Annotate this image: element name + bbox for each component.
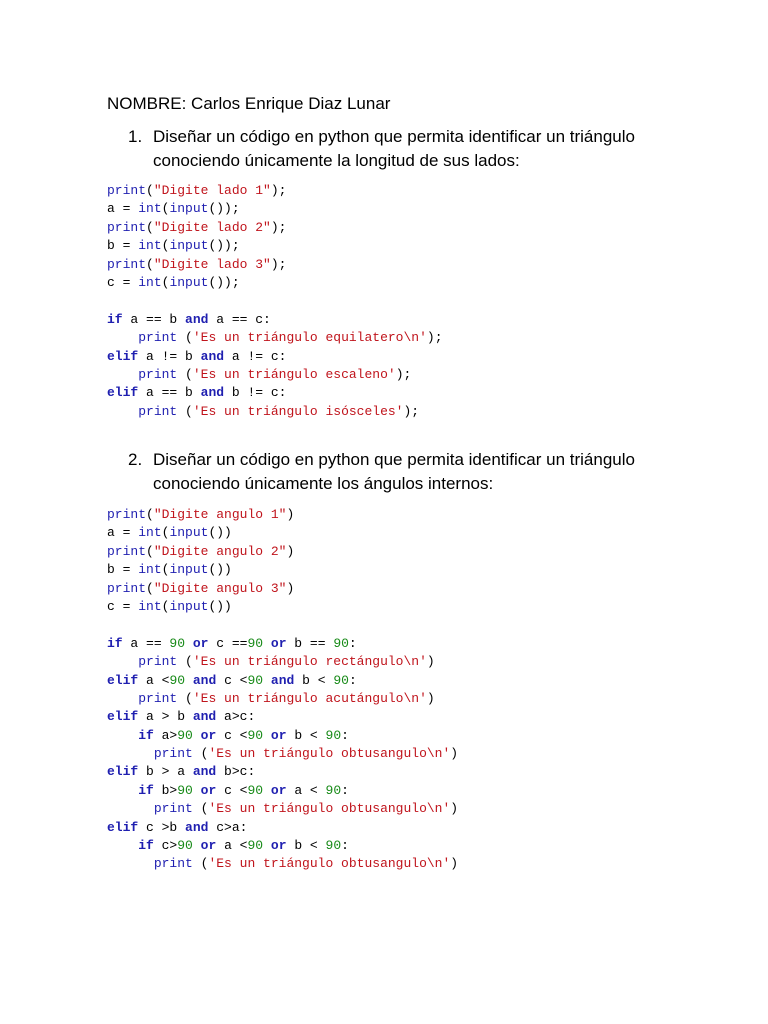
code-token: 90 xyxy=(169,672,186,688)
code-token: 90 xyxy=(325,782,342,798)
code-line xyxy=(107,580,458,598)
code-line xyxy=(107,311,443,329)
code-token: ()); xyxy=(208,201,240,217)
code-token: 'Es un triángulo acutángulo\n' xyxy=(192,690,427,706)
code-token xyxy=(107,856,154,871)
code-token xyxy=(107,838,138,853)
code-token: ( xyxy=(161,525,170,541)
code-token: c < xyxy=(216,727,248,743)
code-token: ( xyxy=(177,654,193,670)
code-token: 90 xyxy=(169,635,186,651)
code-token: 90 xyxy=(247,782,264,798)
code-token: ( xyxy=(146,507,154,522)
code-token: 'Es un triángulo obtusangulo\n' xyxy=(208,746,451,762)
code-line xyxy=(107,690,458,708)
code-line xyxy=(107,561,458,579)
code-token xyxy=(263,783,271,798)
code-token xyxy=(193,838,201,853)
code-token: ( xyxy=(146,580,154,596)
code-line xyxy=(107,219,443,237)
code-token: int xyxy=(138,562,162,578)
code-line xyxy=(107,348,443,366)
code-token: and xyxy=(192,672,217,688)
code-token: ) xyxy=(286,543,295,559)
code-token xyxy=(107,783,138,798)
code-token: if xyxy=(107,635,123,651)
code-token: print xyxy=(138,403,178,419)
code-token: a == b xyxy=(138,385,201,401)
code-token: a = xyxy=(107,525,139,541)
code-token: 90 xyxy=(333,635,349,651)
code-token: input xyxy=(169,598,209,614)
code-line xyxy=(107,819,458,837)
code-token xyxy=(185,636,193,651)
code-token: ) xyxy=(286,580,295,596)
code-token: c < xyxy=(216,782,248,798)
code-token: 90 xyxy=(325,727,342,743)
code-token: b < xyxy=(286,838,326,854)
code-token: "Digite lado 2" xyxy=(153,219,271,235)
code-token: ) xyxy=(450,801,459,817)
student-name-line: NOMBRE: Carlos Enrique Diaz Lunar xyxy=(107,94,391,113)
code-token: print xyxy=(153,746,193,762)
code-token: print xyxy=(107,256,147,272)
code-token: c>a: xyxy=(208,819,248,835)
code-line xyxy=(107,672,458,690)
code-token: print xyxy=(153,856,193,872)
code-token: ); xyxy=(270,256,287,272)
question-text-line: Diseñar un código en python que permita identificar un triángulo xyxy=(153,127,635,146)
code-token xyxy=(263,673,271,688)
code-token: 'Es un triángulo rectángulo\n' xyxy=(192,654,427,670)
code-token: ( xyxy=(177,690,193,706)
code-token: or xyxy=(270,838,287,854)
code-token: b>c: xyxy=(216,764,256,780)
code-token: print xyxy=(107,543,147,559)
code-token: ( xyxy=(192,856,209,872)
code-token xyxy=(193,783,201,798)
code-token: print xyxy=(138,330,178,346)
code-line xyxy=(107,653,458,671)
code-token: "Digite angulo 2" xyxy=(153,543,287,559)
code-token: 90 xyxy=(177,838,193,854)
code-token xyxy=(193,728,201,743)
code-token: ( xyxy=(177,403,193,419)
code-token: a != b xyxy=(138,348,201,364)
code-token: c == xyxy=(208,635,248,651)
code-token: b < xyxy=(286,727,326,743)
code-token: 90 xyxy=(247,635,264,651)
code-line xyxy=(107,329,443,347)
code-token: ()) xyxy=(208,598,232,614)
code-token: if xyxy=(107,311,123,327)
code-token: ( xyxy=(161,562,170,578)
code-token: ); xyxy=(403,403,420,419)
code-token: c> xyxy=(153,838,178,854)
code-line xyxy=(107,403,443,421)
code-token: print xyxy=(138,690,178,706)
code-token: and xyxy=(192,709,217,725)
code-line xyxy=(107,182,443,200)
code-token: "Digite angulo 3" xyxy=(153,580,287,596)
question-number: 2. xyxy=(128,450,143,469)
code-token: ); xyxy=(270,183,287,198)
code-token: ( xyxy=(161,274,170,290)
code-token: int xyxy=(138,598,162,614)
code-token xyxy=(263,636,271,651)
code-line xyxy=(107,708,458,726)
code-token: ( xyxy=(177,330,193,346)
code-token xyxy=(107,691,138,706)
code-token: input xyxy=(169,525,209,541)
code-token: int xyxy=(138,238,162,254)
code-token xyxy=(107,654,138,669)
code-token: "Digite lado 1" xyxy=(153,183,271,198)
code-line xyxy=(107,727,458,745)
code-token: ()); xyxy=(208,238,240,254)
code-token: ()) xyxy=(208,525,232,541)
code-token: int xyxy=(138,525,162,541)
code-token: ) xyxy=(450,746,459,762)
code-token: "Digite lado 3" xyxy=(153,256,271,272)
code-line xyxy=(107,237,443,255)
code-token: 90 xyxy=(177,727,193,743)
code-token: ) xyxy=(286,507,295,522)
code-line xyxy=(107,855,458,873)
code-token: 90 xyxy=(247,727,264,743)
question-text-line: Diseñar un código en python que permita identificar un triángulo xyxy=(153,450,635,469)
code-token: 90 xyxy=(177,782,193,798)
code-token: and xyxy=(185,819,209,835)
code-token xyxy=(107,367,138,382)
code-token: b == xyxy=(286,635,334,651)
code-token: and xyxy=(200,348,225,364)
code-line xyxy=(107,543,458,561)
code-token: or xyxy=(192,635,209,651)
code-token: : xyxy=(348,672,357,688)
code-token: elif xyxy=(107,348,139,364)
code-line xyxy=(107,506,458,524)
code-token: ( xyxy=(192,801,209,817)
code-token: 90 xyxy=(247,672,264,688)
code-token: elif xyxy=(107,385,139,401)
question-2 xyxy=(128,448,648,496)
code-token: print xyxy=(107,219,147,235)
code-token: a > b xyxy=(138,709,193,725)
code-line xyxy=(107,598,458,616)
code-token: or xyxy=(200,782,217,798)
code-token: : xyxy=(341,727,349,743)
code-line xyxy=(107,274,443,292)
code-token: 'Es un triángulo obtusangulo\n' xyxy=(208,801,451,817)
code-line xyxy=(107,837,458,855)
code-token: if xyxy=(138,727,154,743)
code-token: a = xyxy=(107,201,139,217)
code-token xyxy=(263,838,271,853)
code-token: print xyxy=(107,507,147,522)
code-token: c < xyxy=(216,672,248,688)
code-token: ()) xyxy=(208,562,232,578)
code-block-2 xyxy=(107,506,458,874)
code-token: if xyxy=(138,838,154,854)
code-token: 90 xyxy=(325,838,342,854)
code-line xyxy=(107,763,458,781)
code-token: c = xyxy=(107,598,139,614)
code-token: a < xyxy=(286,782,326,798)
code-token: input xyxy=(169,562,209,578)
code-token: a> xyxy=(153,727,178,743)
code-line xyxy=(107,616,458,634)
code-token: 'Es un triángulo isósceles' xyxy=(192,403,404,419)
code-line xyxy=(107,256,443,274)
code-token xyxy=(107,801,154,816)
code-token: : xyxy=(341,782,349,798)
code-token: b < xyxy=(294,672,334,688)
code-token: if xyxy=(138,782,154,798)
code-token: 'Es un triángulo obtusangulo\n' xyxy=(208,856,451,872)
question-text-line: conociendo únicamente la longitud de sus lados: xyxy=(153,151,520,170)
code-token: ( xyxy=(146,256,154,272)
code-token: and xyxy=(185,311,209,327)
code-line xyxy=(107,524,458,542)
code-line xyxy=(107,782,458,800)
code-token: print xyxy=(138,654,178,670)
code-token: and xyxy=(200,385,225,401)
code-token: or xyxy=(200,727,217,743)
code-token: b > a xyxy=(138,764,193,780)
code-token: int xyxy=(138,274,162,290)
code-token xyxy=(107,746,154,761)
code-token: : xyxy=(341,838,349,854)
code-line xyxy=(107,635,458,653)
code-token: 'Es un triángulo escaleno' xyxy=(192,366,396,382)
code-token: ); xyxy=(395,366,412,382)
code-token: ( xyxy=(192,746,209,762)
code-token: ) xyxy=(450,856,459,872)
code-line xyxy=(107,745,458,763)
code-token: 90 xyxy=(333,672,349,688)
code-token: a>c: xyxy=(216,709,256,725)
code-token: ( xyxy=(146,219,154,235)
code-token xyxy=(185,673,193,688)
code-token: print xyxy=(107,580,147,596)
code-token: input xyxy=(169,201,209,217)
code-line xyxy=(107,800,458,818)
code-token: a == b xyxy=(122,311,186,327)
code-token: print xyxy=(107,183,147,198)
code-token: b != c: xyxy=(224,385,287,401)
code-token: a != c: xyxy=(224,348,287,364)
code-token: c = xyxy=(107,274,139,290)
code-line xyxy=(107,384,443,402)
code-token: 90 xyxy=(247,838,264,854)
question-1 xyxy=(128,125,648,173)
code-token: ); xyxy=(270,219,287,235)
code-block-1 xyxy=(107,182,443,421)
code-token: ()); xyxy=(208,274,240,290)
code-token: ( xyxy=(161,201,170,217)
code-token: 'Es un triángulo equilatero\n' xyxy=(192,330,427,346)
question-number: 1. xyxy=(128,127,143,146)
code-token: a < xyxy=(216,838,248,854)
code-token: ) xyxy=(426,654,435,670)
code-token: input xyxy=(169,274,209,290)
code-token: or xyxy=(270,782,287,798)
code-token: print xyxy=(138,366,178,382)
code-token: elif xyxy=(107,819,139,835)
code-token: ( xyxy=(161,598,170,614)
code-token: and xyxy=(192,764,217,780)
code-token: and xyxy=(270,672,295,688)
code-token: b> xyxy=(153,782,178,798)
code-token: ( xyxy=(177,366,193,382)
code-token: ); xyxy=(426,330,443,346)
code-token: a < xyxy=(138,672,170,688)
code-token: b = xyxy=(107,562,139,578)
code-token: "Digite angulo 1" xyxy=(153,507,287,522)
question-text-line: conociendo únicamente los ángulos internos: xyxy=(153,474,494,493)
code-token: or xyxy=(270,727,287,743)
code-token: : xyxy=(348,635,357,651)
code-token: ( xyxy=(146,543,154,559)
code-token: or xyxy=(270,635,287,651)
code-line xyxy=(107,366,443,384)
code-token: ) xyxy=(426,690,435,706)
code-token xyxy=(107,330,138,345)
code-token xyxy=(107,728,138,743)
code-token: input xyxy=(169,238,209,254)
code-line xyxy=(107,292,443,310)
code-token: b = xyxy=(107,238,139,254)
code-token xyxy=(107,404,138,419)
code-token: elif xyxy=(107,672,139,688)
code-token: ( xyxy=(161,238,170,254)
code-token: or xyxy=(200,838,217,854)
code-token: a == xyxy=(122,635,170,651)
code-token: int xyxy=(138,201,162,217)
code-token: c >b xyxy=(138,819,186,835)
code-token: print xyxy=(153,801,193,817)
code-line xyxy=(107,200,443,218)
code-token: ( xyxy=(146,183,154,198)
code-token: elif xyxy=(107,764,139,780)
code-token xyxy=(263,728,271,743)
code-token: a == c: xyxy=(208,311,271,327)
code-token: elif xyxy=(107,709,139,725)
